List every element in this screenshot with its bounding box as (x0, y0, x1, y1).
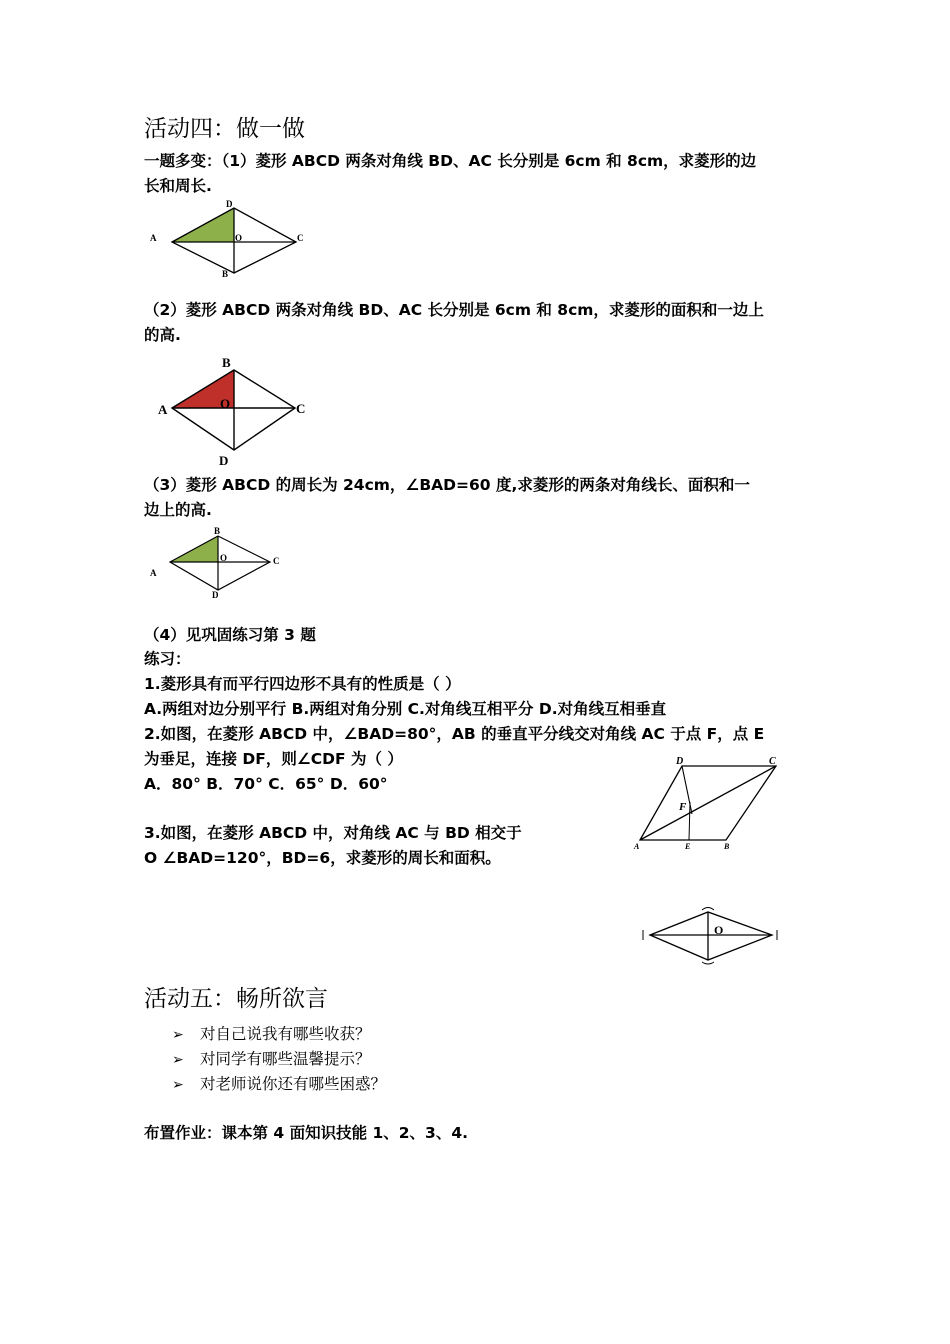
label-a: A (150, 233, 157, 243)
label-b: B (222, 355, 231, 370)
rhombus-figure-4 (632, 752, 792, 850)
q3-text-line1: （3）菱形 ABCD 的周长为 24cm，∠BAD=60 度,求菱形的两条对角线长、面积和一 (144, 476, 750, 494)
label-o: O (714, 923, 724, 937)
q2-text-line1: （2）菱形 ABCD 两条对角线 BD、AC 长分别是 6cm 和 8cm，求菱形的面积和一边上 (144, 301, 764, 319)
top-arc (702, 908, 714, 911)
practice-3-line2: O ∠BAD=120°，BD=6，求菱形的周长和面积。 (144, 849, 501, 867)
activity5-title: 活动五：畅所欲言 (144, 986, 328, 1012)
arrow-bullet-icon: ➢ (172, 1027, 184, 1043)
label-c: C (769, 756, 776, 767)
list-item: ➢ 对老师说你还有哪些困惑？ (172, 1075, 387, 1093)
label-o: O (220, 396, 231, 411)
practice-3-line1: 3.如图，在菱形 ABCD 中，对角线 AC 与 BD 相交于 (144, 824, 522, 842)
label-b: B (222, 269, 229, 279)
q3-text-line2: 边上的高. (144, 501, 212, 519)
q2-text-line2: 的高. (144, 326, 181, 344)
rhombus-outline (650, 912, 772, 960)
q4-text: （4）见巩固练习第 3 题 (144, 626, 316, 644)
list-item: ➢ 对同学有哪些温馨提示？ (172, 1050, 371, 1068)
label-b: B (214, 526, 221, 536)
practice-heading: 练习： (144, 650, 191, 668)
rhombus-figure-1 (140, 198, 320, 280)
practice-2-line1: 2.如图，在菱形 ABCD 中，∠BAD=80°，AB 的垂直平分线交对角线 AC 于点 F，点 E (144, 725, 765, 743)
bottom-arc (702, 962, 714, 964)
label-d: D (226, 199, 233, 209)
label-o: O (235, 233, 243, 243)
label-c: C (273, 556, 280, 566)
arrow-bullet-icon: ➢ (172, 1052, 184, 1068)
label-a: A (634, 842, 640, 850)
label-b: B (724, 842, 730, 850)
label-d: D (212, 590, 219, 600)
label-c: C (297, 233, 304, 243)
label-a: A (158, 402, 168, 417)
label-f: F (679, 801, 687, 813)
q1-text-line1: 一题多变：（1）菱形 ABCD 两条对角线 BD、AC 长分别是 6cm 和 8cm，求菱形的边 (144, 152, 757, 170)
rhombus-figure-3 (140, 524, 300, 602)
label-d: D (676, 756, 684, 767)
practice-2-options: A．80° B．70° C．65° D．60° (144, 775, 388, 793)
practice-2-line2: 为垂足，连接 DF，则∠CDF 为（ ） (144, 750, 403, 768)
q1-text-line2: 长和周长. (144, 177, 212, 195)
label-d: D (219, 453, 229, 468)
rhombus-figure-2 (150, 352, 320, 470)
rhombus-outline (170, 536, 270, 590)
label-e: E (685, 842, 691, 850)
label-o: O (220, 553, 228, 563)
activity4-title: 活动四：做一做 (144, 116, 305, 142)
practice-1-options: A.两组对边分别平行 B.两组对角分别 C.对角线互相平分 D.对角线互相垂直 (144, 700, 667, 718)
homework-text: 布置作业：课本第 4 面知识技能 1、2、3、4. (144, 1124, 469, 1142)
label-c: C (296, 401, 306, 416)
arrow-bullet-icon: ➢ (172, 1077, 184, 1093)
practice-1: 1.菱形具有而平行四边形不具有的性质是（ ） (144, 675, 461, 693)
rhombus-figure-5 (638, 900, 786, 966)
list-item: ➢ 对自己说我有哪些收获？ (172, 1025, 371, 1043)
perpendicular-bisector (689, 802, 690, 840)
label-a: A (150, 568, 157, 578)
